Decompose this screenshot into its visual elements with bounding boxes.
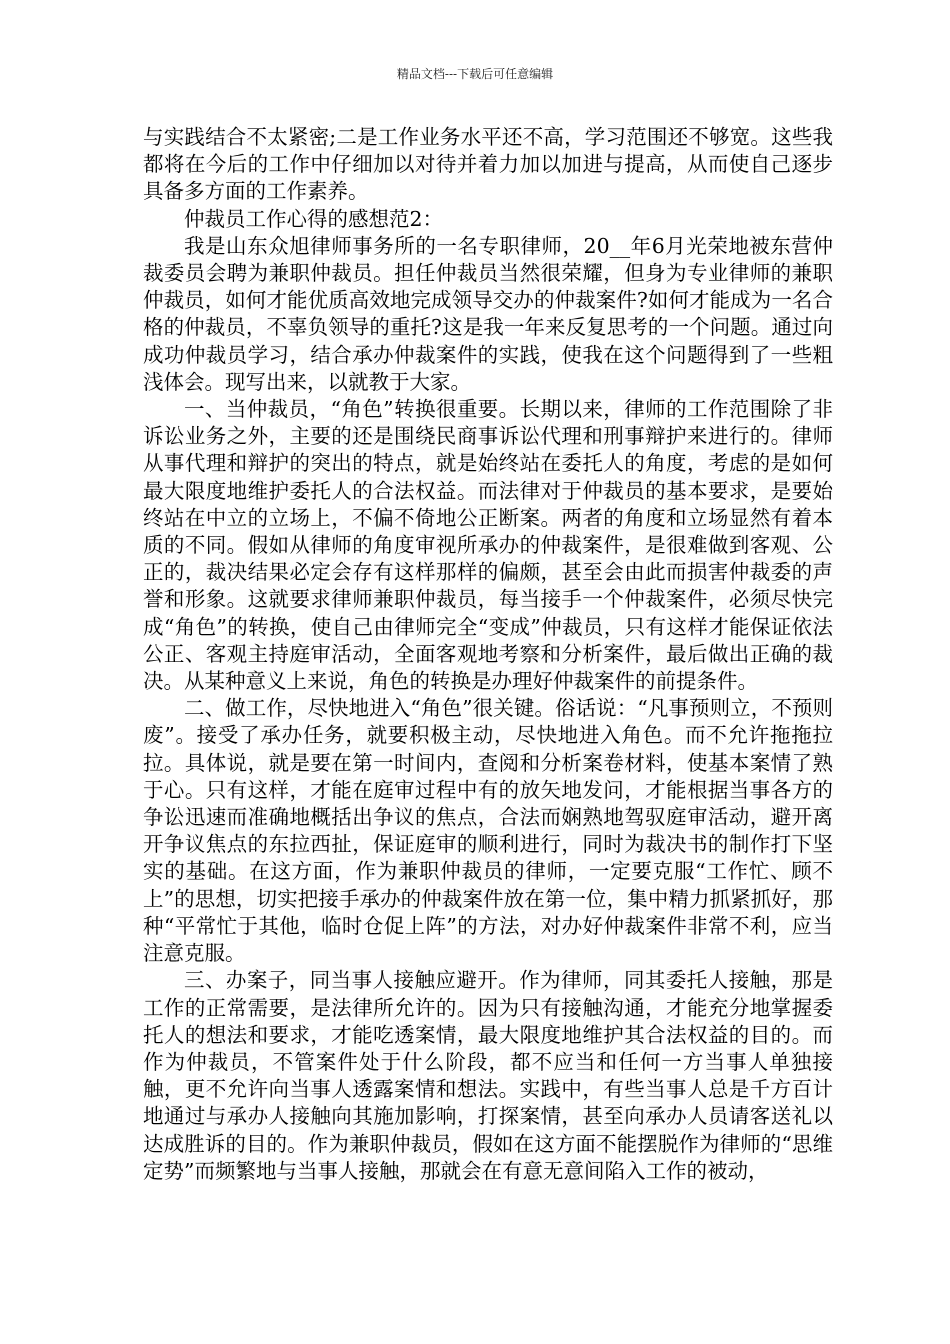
document-body — [143, 124, 833, 1185]
page-header: 精品文档---下载后可任意编辑 — [396, 67, 554, 81]
paragraph-5-enter-role: 二、做工作，尽快地进入“角色”很关键。俗话说：“凡事预则立，不预则废”。接受了承办任务，就要积极主动，尽快地进入角色。而不允许拖拖拉拉。具体说，就是要在第一时间内，查阅和分析案卷材料，使基本案情了熟于心。只有这样，才能在庭审过程中有的放矢地发问，才能根据当事各方的争讼迅速而准确地概括出争议的焦点，合法而娴熟地驾驭庭审活动，避开离开争议焦点的东拉西扯，保证庭审的顺利进行，同时为裁决书的制作打下坚实的基础。在这方面，作为兼职仲裁员的律师，一定要克服“工作忙、顾不上”的思想，切实把接手承办的仲裁案件放在第一位，集中精力抓紧抓好，那种“平常忙于其他，临时仓促上阵”的方法，对办好仲裁案件非常不利，应当注意克服。 — [143, 696, 833, 966]
paragraph-4-role-switch: 一、当仲裁员，“角色”转换很重要。长期以来，律师的工作范围除了非诉讼业务之外，主要的还是围绕民商事诉讼代理和刑事辩护来进行的。律师从事代理和辩护的突出的特点，就是始终站在委托人的角度，考虑的是如何最大限度地维护委托人的合法权益。而法律对于仲裁员的基本要求，是要始终站在中立的立场上，不偏不倚地公正断案。两者的角度和立场显然有着本质的不同。假如从律师的角度审视所承办的仲裁案件，是很难做到客观、公正的，裁决结果必定会存有这样那样的偏颇，甚至会由此而损害仲裁委的声誉和形象。这就要求律师兼职仲裁员，每当接手一个仲裁案件，必须尽快完成“角色”的转换，使自己由律师完全“变成”仲裁员，只有这样才能保证依法公正、客观主持庭审活动，全面客观地考察和分析案件，最后做出正确的裁决。从某种意义上来说，角色的转换是办理好仲裁案件的前提条件。 — [143, 397, 833, 694]
paragraph-2-heading: 仲裁员工作心得的感想范2： — [184, 206, 444, 231]
paragraph-6-avoid-contact: 三、办案子，同当事人接触应避开。作为律师，同其委托人接触，那是工作的正常需要，是法律所允许的。因为只有接触沟通，才能充分地掌握委托人的想法和要求，才能吃透案情，最大限度地维护其合法权益的目的。而作为仲裁员，不管案件处于什么阶段，都不应当和任何一方当事人单独接触，更不允许向当事人透露案情和想法。实践中，有些当事人总是千方百计地通过与承办人接触向其施加影响，打探案情，甚至向承办人员请客送礼以达成胜诉的目的。作为兼职仲裁员，假如在这方面不能摆脱作为律师的“思维定势”而频繁地与当事人接触，那就会在有意无意间陷入工作的被动， — [143, 968, 833, 1183]
paragraph-1: 与实践结合不太紧密;二是工作业务水平还不高，学习范围还不够宽。这些我都将在今后的工作中仔细加以对待并着力加以加进与提高，从而使自己逐步具备多方面的工作素养。 — [143, 125, 833, 204]
paragraph-3-intro: 我是山东众旭律师事务所的一名专职律师，20__年6月光荣地被东营仲裁委员会聘为兼职仲裁员。担任仲裁员当然很荣耀，但身为专业律师的兼职仲裁员，如何才能优质高效地完成领导交办的仲裁案件?如何才能成为一名合格的仲裁员，不辜负领导的重托?这是我一年来反复思考的一个问题。通过向成功仲裁员学习，结合承办仲裁案件的实践，使我在这个问题得到了一些粗浅体会。现写出来，以就教于大家。 — [143, 233, 833, 394]
